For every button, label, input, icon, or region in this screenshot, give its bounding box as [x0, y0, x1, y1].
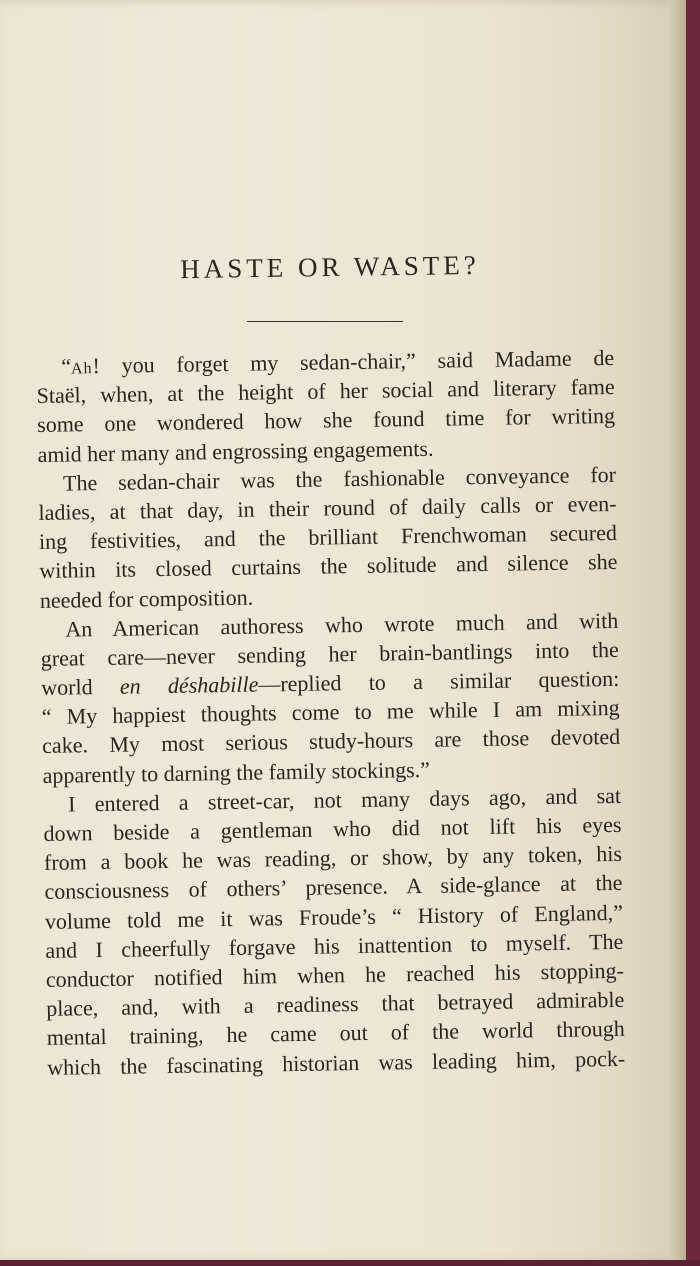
text-line: consciousness of others’ presence. A side-glance at the — [44, 870, 623, 905]
text-line: place, and, with a readiness that betrayed admirable — [46, 986, 625, 1022]
text-line: and I cheerfully forgave his inattention to myself. The — [45, 928, 624, 963]
text-line: I entered a street-car, not many days ago, and sat — [67, 782, 622, 817]
chapter-title: HASTE OR WASTE? — [180, 249, 480, 285]
page-edge — [668, 0, 686, 1262]
text-line: “ My happiest thoughts come to me while I am mixing — [41, 695, 620, 730]
text-line: “Ah! you forget my sedan-chair,” said Madame de — [61, 344, 615, 379]
text-line: ladies, at that day, in their round of daily calls or even- — [38, 490, 617, 525]
text-line: apparently to darning the family stockings.” — [42, 756, 431, 788]
body-text — [36, 343, 625, 1082]
text-line: amid her many and engrossing engagements. — [37, 435, 434, 467]
text-line: which the fascinating historian was leading him, pock- — [47, 1045, 626, 1080]
text-line: An American authoress who wrote much and with — [65, 607, 619, 642]
text-line: ing festivities, and the brilliant Frenchwoman secured — [38, 520, 618, 555]
text-line: Staël, when, at the height of her social and literary fame — [36, 374, 615, 409]
text-line: The sedan-chair was the fashionable conveyance for — [62, 461, 617, 496]
text-line: conductor notified him when he reached his stopping- — [45, 957, 624, 992]
text-line: world en déshabille—replied to a similar question: — [41, 665, 620, 701]
text-line: down beside a gentleman who did not lift his eyes — [43, 811, 622, 846]
text-line: mental training, he came out of the world through — [46, 1016, 625, 1051]
text-line: some one wondered how she found time for writing — [36, 403, 616, 438]
book-cover-edge — [0, 1260, 700, 1266]
text-line: cake. My most serious study-hours are those devoted — [41, 724, 621, 759]
text-line: within its closed curtains the solitude and silence she — [39, 549, 618, 584]
title-rule — [247, 321, 403, 322]
text-line: great care—never sending her brain-bantlings into the — [40, 636, 619, 671]
text-line: volume told me it was Froude’s “ History of England,” — [44, 899, 624, 934]
text-line: needed for composition. — [39, 584, 254, 613]
text-line: from a book he was reading, or show, by any token, his — [43, 841, 623, 876]
